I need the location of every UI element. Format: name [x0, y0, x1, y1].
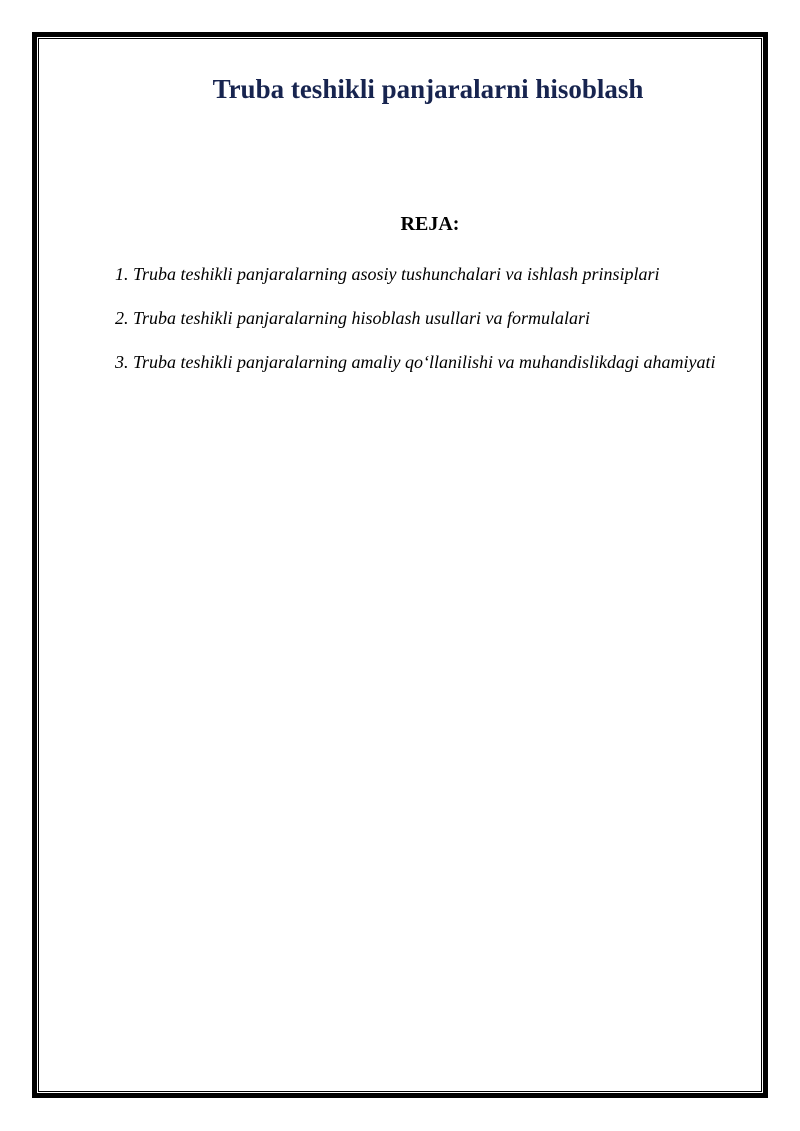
plan-item-1: 1. Truba teshikli panjaralarning asosiy tushunchalari va ishlash prinsiplari: [115, 264, 660, 284]
plan-list: [115, 258, 741, 390]
plan-heading: REJA:: [400, 213, 460, 235]
document-title: Truba teshikli panjaralarni hisoblash: [212, 74, 644, 104]
plan-item-2: 2. Truba teshikli panjaralarning hisoblash usullari va formulalari: [115, 308, 591, 328]
page-border-inner: [38, 38, 762, 1092]
plan-item-3: 3. Truba teshikli panjaralarning amaliy qo‘llanilishi va muhandislikdagi ahamiyati: [115, 352, 716, 372]
